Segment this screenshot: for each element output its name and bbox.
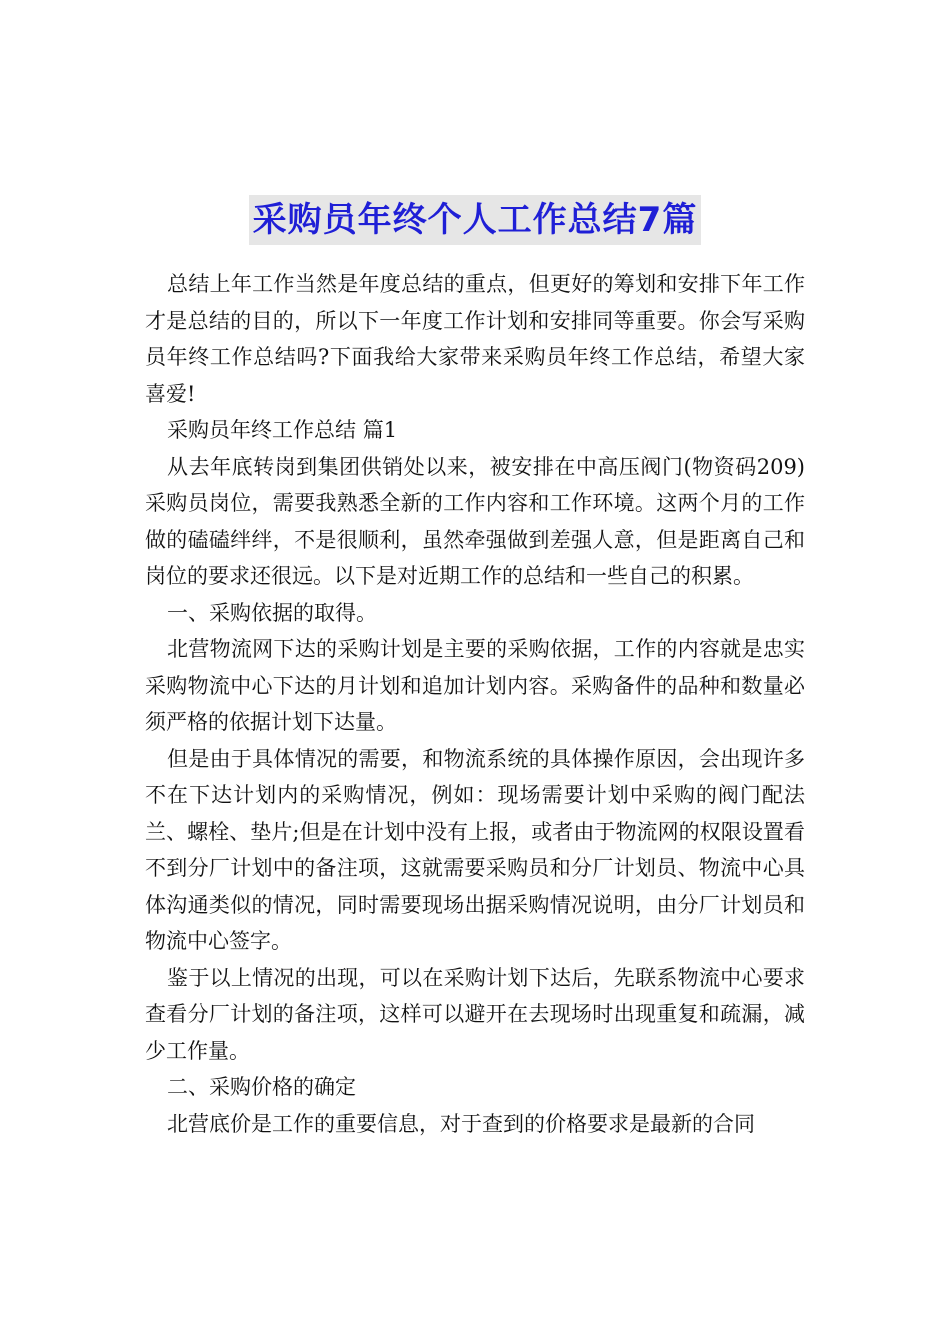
document-title: 采购员年终个人工作总结7篇 bbox=[249, 195, 702, 245]
paragraph-basis: 北营物流网下达的采购计划是主要的采购依据，工作的内容就是忠实采购物流中心下达的月计划和追加计划内容。采购备件的品种和数量必须严格的依据计划下达量。 bbox=[145, 637, 805, 734]
document-body bbox=[145, 266, 805, 1142]
paragraph-intro: 总结上年工作当然是年度总结的重点，但更好的筹划和安排下年工作才是总结的目的，所以下一年度工作计划和安排同等重要。你会写采购员年终工作总结吗?下面我给大家带来采购员年终工作总结，希望大家喜爱! bbox=[145, 272, 805, 406]
section-heading-pricing: 二、采购价格的确定 bbox=[167, 1075, 357, 1099]
paragraph-pricing: 北营底价是工作的重要信息，对于查到的价格要求是最新的合同 bbox=[167, 1111, 756, 1136]
section-heading-basis: 一、采购依据的取得。 bbox=[167, 600, 378, 625]
section-heading-part1: 采购员年终工作总结 篇1 bbox=[167, 418, 398, 442]
paragraph-remedy: 鉴于以上情况的出现，可以在采购计划下达后，先联系物流中心要求查看分厂计划的备注项，这样可以避开在去现场时出现重复和疏漏，减少工作量。 bbox=[145, 965, 805, 1063]
title-area bbox=[0, 172, 950, 268]
paragraph-exceptions: 但是由于具体情况的需要，和物流系统的具体操作原因，会出现许多不在下达计划内的采购情况，例如：现场需要计划中采购的阀门配法兰、螺栓、垫片;但是在计划中没有上报，或者由于物流网的权限设置看不到分厂计划中的备注项，这就需要采购员和分厂计划员、物流中心具体沟通类似的情况，同时需要现场出据采购情况说明，由分厂计划员和物流中心签字。 bbox=[145, 746, 805, 953]
paragraph-background: 从去年底转岗到集团供销处以来，被安排在中高压阀门(物资码209)采购员岗位，需要我熟悉全新的工作内容和工作环境。这两个月的工作做的磕磕绊绊，不是很顺利，虽然牵强做到差强人意，但是距离自己和岗位的要求还很远。以下是对近期工作的总结和一些自己的积累。 bbox=[145, 454, 805, 588]
